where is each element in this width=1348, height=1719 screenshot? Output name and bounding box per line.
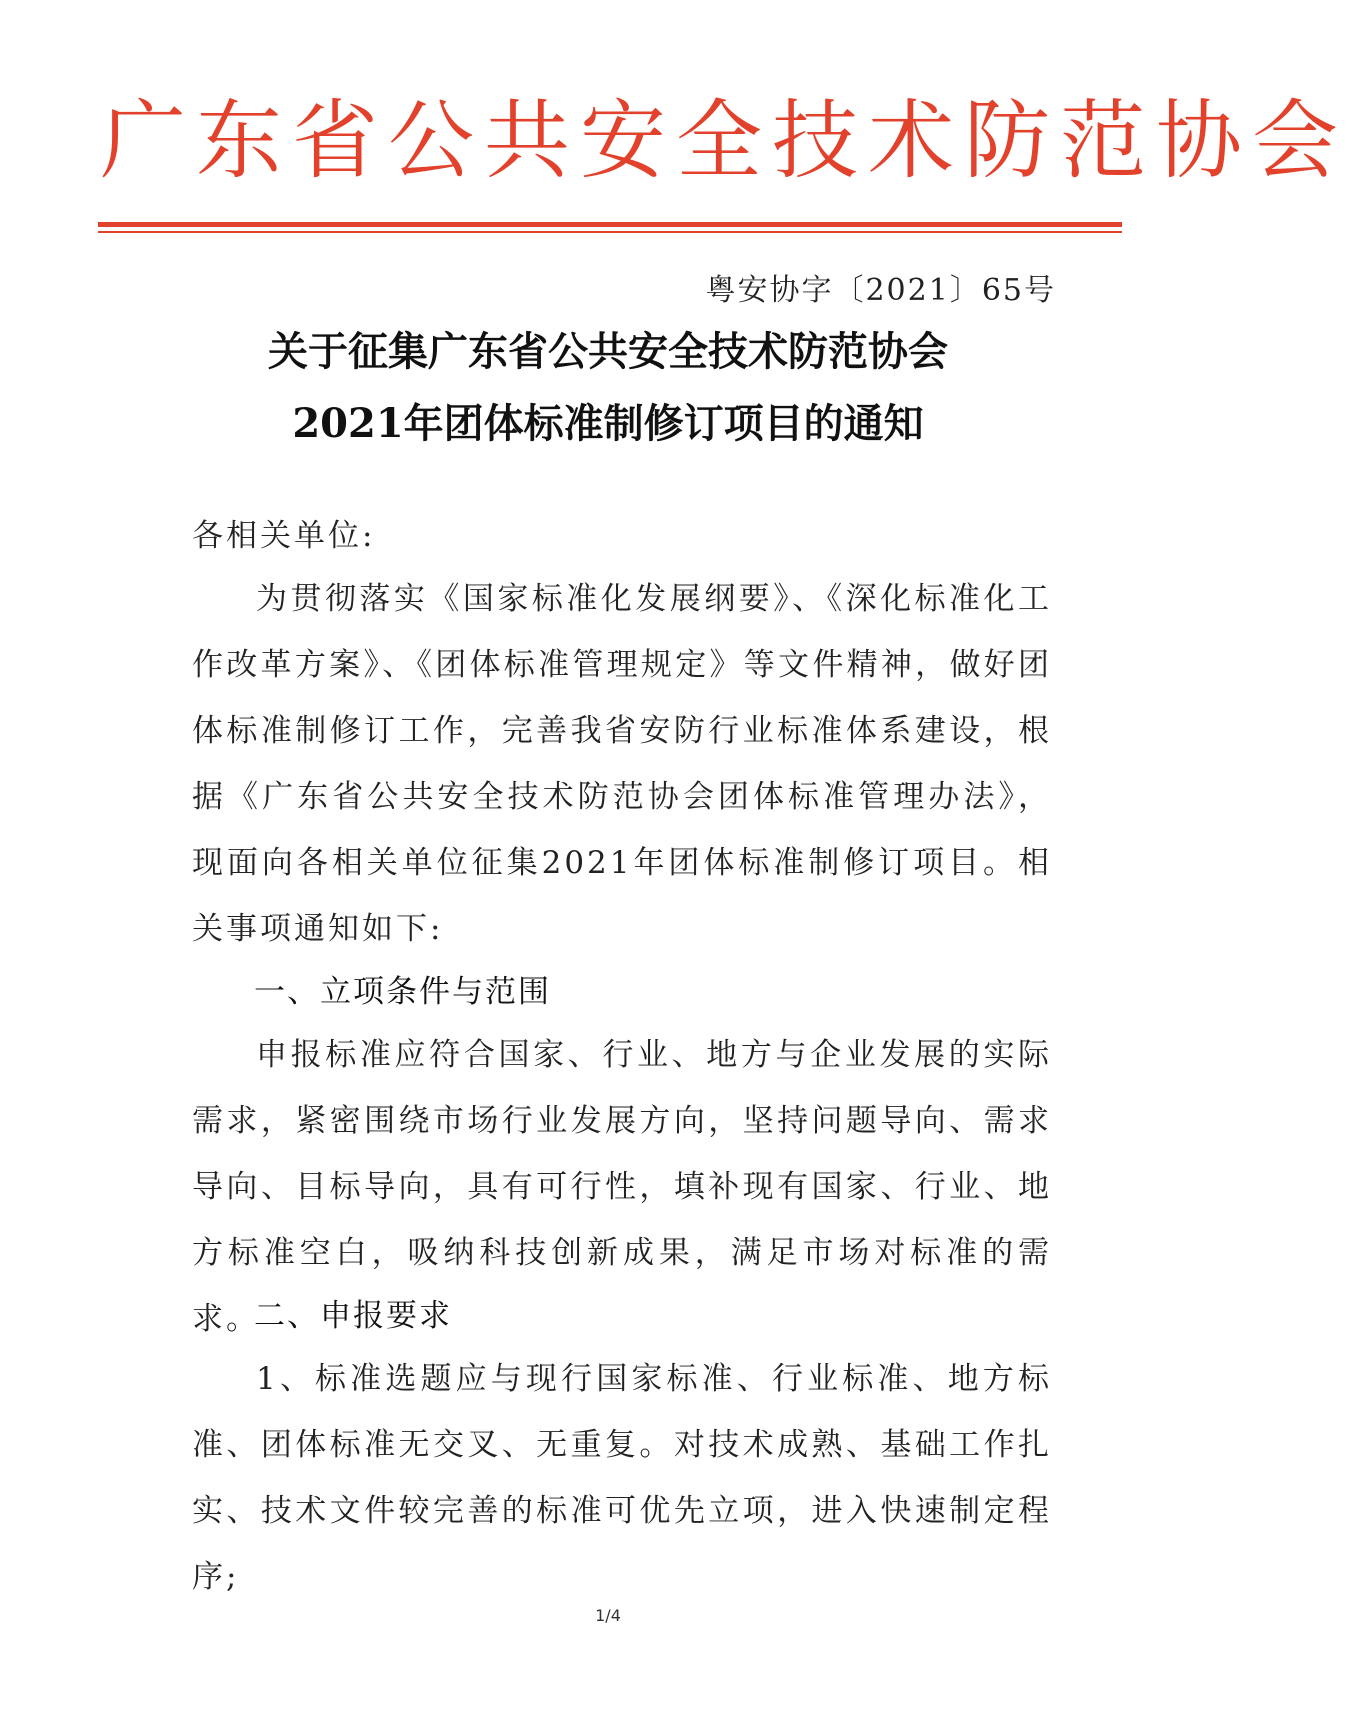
salutation: 各相关单位: <box>192 518 376 554</box>
header-red-rule-thin <box>98 231 1122 233</box>
organization-header: 广东省公共安全技术防范协会 <box>100 91 1348 191</box>
section-2-item-1: 1、标准选题应与现行国家标准、行业标准、地方标准、团体标准无交叉、无重复。对技术成熟、基础工作扎实、技术文件较完善的标准可优先立项，进入快速制定程序; <box>192 1361 1052 1595</box>
header-red-rule <box>98 222 1122 227</box>
section-1-paragraph: 申报标准应符合国家、行业、地方与企业发展的实际需求，紧密围绕市场行业发展方向，坚持问题导向、需求导向、目标导向，具有可行性，填补现有国家、行业、地方标准空白，吸纳科技创新成果，满足市场对标准的需求。 <box>192 1037 1052 1337</box>
page-number: 1/4 <box>595 1606 621 1625</box>
section-1-heading: 一、立项条件与范围 <box>254 974 551 1010</box>
document-number: 粤安协字〔2021〕65号 <box>705 273 1056 308</box>
document-title-line-1: 关于征集广东省公共安全技术防范协会 <box>268 328 948 375</box>
section-2-heading: 二、申报要求 <box>254 1298 452 1334</box>
document-title-line-2: 2021年团体标准制修订项目的通知 <box>292 400 924 447</box>
intro-paragraph: 为贯彻落实《国家标准化发展纲要》、《深化标准化工作改革方案》、《团体标准管理规定》等文件精神，做好团体标准制修订工作，完善我省安防行业标准体系建设，根据《广东省公共安全技术防范协会团体标准管理办法》，现面向各相关单位征集2021年团体标准制修订项目。相关事项通知如下: <box>192 581 1052 947</box>
